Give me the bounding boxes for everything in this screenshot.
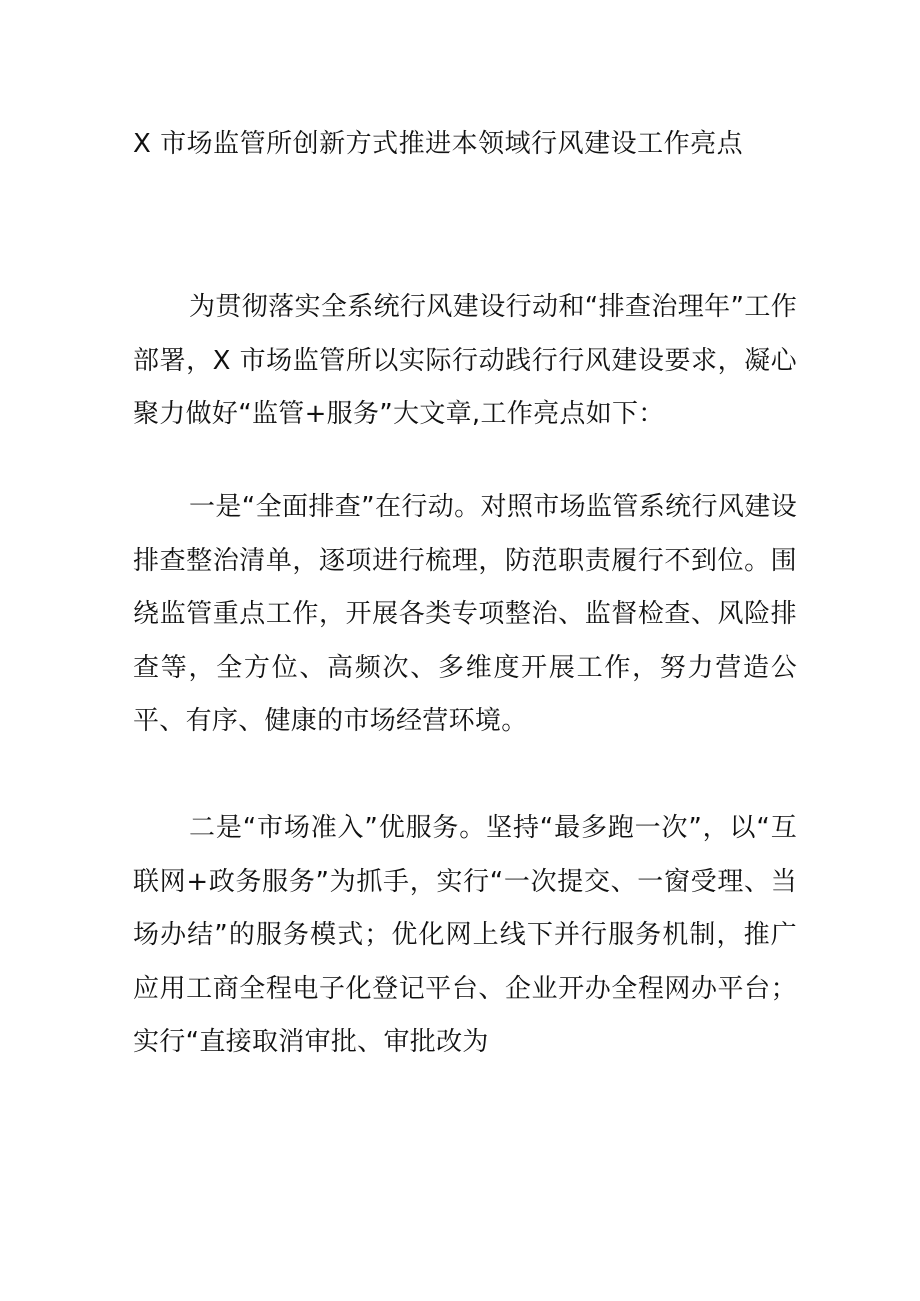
paragraph-comprehensive-inspection: 一是“全面排查”在行动。对照市场监管系统行风建设排查整治清单，逐项进行梳理，防范职责履行不到位。围绕监管重点工作，开展各类专项整治、监督检查、风险排查等，全方位、高频次、多维度开展工作，努力营造公平、有序、健康的市场经营环境。 bbox=[133, 492, 797, 736]
paragraph-market-access: 二是“市场准入”优服务。坚持“最多跑一次”，以“互联网+政务服务”为抓手，实行“一次提交、一窗受理、当场办结”的服务模式；优化网上线下并行服务机制，推广应用工商全程电子化登记平台、企业开办全程网办平台；实行“直接取消审批、审批改为 bbox=[133, 813, 797, 1057]
paragraph-intro: 为贯彻落实全系统行风建设行动和“排查治理年”工作部署，X 市场监管所以实际行动践行行风建设要求，凝心聚力做好“监管+服务”大文章,工作亮点如下： bbox=[133, 292, 797, 429]
document-title: X 市场监管所创新方式推进本领域行风建设工作亮点 bbox=[133, 129, 744, 159]
